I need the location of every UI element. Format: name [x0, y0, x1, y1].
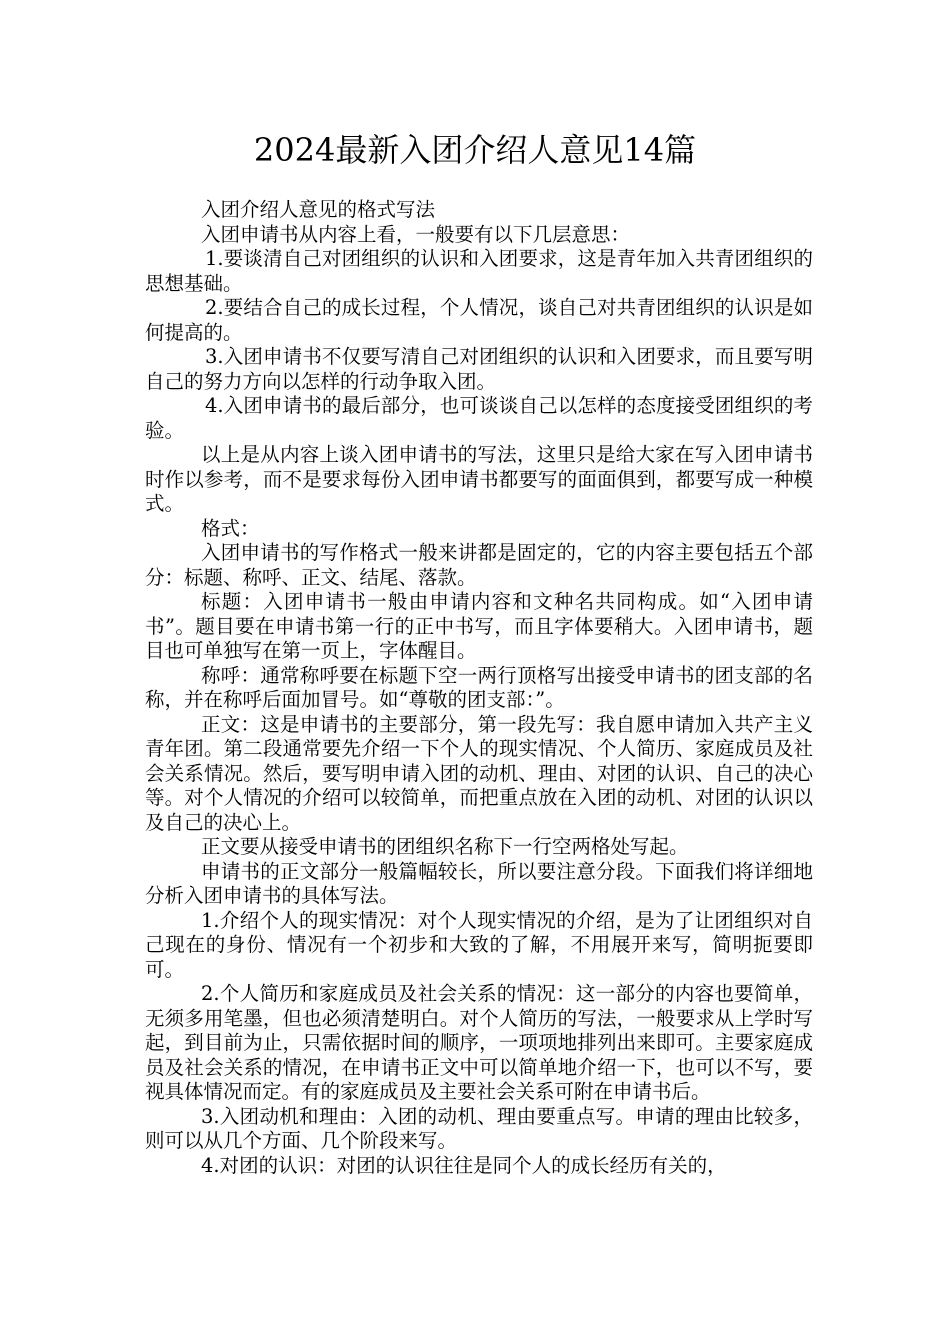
paragraph-body-section: 正文：这是申请书的主要部分，第一段先写：我自愿申请加入共产主义青年团。第二段通常要先介绍一下个人的现实情况、个人简历、家庭成员及社会关系情况。然后，要写明申请入团的动机、理由、对团的认识、自己的决心等。对个人情况的介绍可以较简单，而把重点放在入团的动机、对团的认识以及自己的决心上。: [145, 712, 813, 834]
document-body: [145, 198, 813, 1178]
document-title: 2024最新入团介绍人意见14篇: [253, 131, 697, 169]
paragraph-salutation-section: 称呼：通常称呼要在标题下空一两行顶格写出接受申请书的团支部的名称，并在称呼后面加冒号。如“尊敬的团支部：”。: [145, 663, 813, 711]
paragraph-format-heading: 入团介绍人意见的格式写法: [201, 198, 436, 221]
paragraph-format-label: 格式：: [201, 516, 260, 540]
paragraph-format-parts: 入团申请书的写作格式一般来讲都是固定的，它的内容主要包括五个部分：标题、称呼、正文、结尾、落款。: [145, 541, 813, 589]
paragraph-point-1: 1.要谈清自己对团组织的认识和入团要求，这是青年加入共青团组织的思想基础。: [145, 247, 813, 295]
paragraph-detail-2: 2.个人简历和家庭成员及社会关系的情况：这一部分的内容也要简单，无须多用笔墨，但也必须清楚明白。对个人简历的写法，一般要求从上学时写起，到目前为止，只需依据时间的顺序，一项项地排列出来即可。主要家庭成员及社会关系的情况，在申请书正文中可以简单地介绍一下，也可以不写，要视具体情况而定。有的家庭成员及主要社会关系可附在申请书后。: [145, 982, 813, 1103]
paragraph-detail-3: 3.入团动机和理由：入团的动机、理由要重点写。申请的理由比较多，则可以从几个方面、几个阶段来写。: [145, 1104, 813, 1152]
paragraph-summary: 以上是从内容上谈入团申请书的写法，这里只是给大家在写入团申请书时作以参考，而不是要求每份入团申请书都要写的面面俱到，都要写成一种模式。: [145, 443, 813, 515]
paragraph-detail-4: 4.对团的认识：对团的认识往往是同个人的成长经历有关的，: [201, 1153, 727, 1177]
paragraph-detail-1: 1.介绍个人的现实情况：对个人现实情况的介绍，是为了让团组织对自己现在的身份、情况有一个初步和大致的了解，不用展开来写，简明扼要即可。: [145, 908, 813, 981]
paragraph-body-start: 正文要从接受申请书的团组织名称下一行空两格处写起。: [201, 835, 689, 858]
paragraph-body-length: 申请书的正文部分一般篇幅较长，所以要注意分段。下面我们将详细地分析入团申请书的具体写法。: [145, 859, 813, 907]
paragraph-point-2: 2.要结合自己的成长过程，个人情况，谈自己对共青团组织的认识是如何提高的。: [145, 296, 813, 344]
paragraph-point-4: 4.入团申请书的最后部分，也可谈谈自己以怎样的态度接受团组织的考验。: [145, 394, 813, 442]
paragraph-title-section: 标题：入团申请书一般由申请内容和文种名共同构成。如“入团申请书”。题目要在申请书第一行的正中书写，而且字体要稍大。入团申请书，题目也可单独写在第一页上，字体醒目。: [145, 590, 813, 662]
paragraph-point-3: 3.入团申请书不仅要写清自己对团组织的认识和入团要求，而且要写明自己的努力方向以怎样的行动争取入团。: [145, 345, 813, 393]
paragraph-content-intro: 入团申请书从内容上看，一般要有以下几层意思：: [201, 222, 631, 246]
